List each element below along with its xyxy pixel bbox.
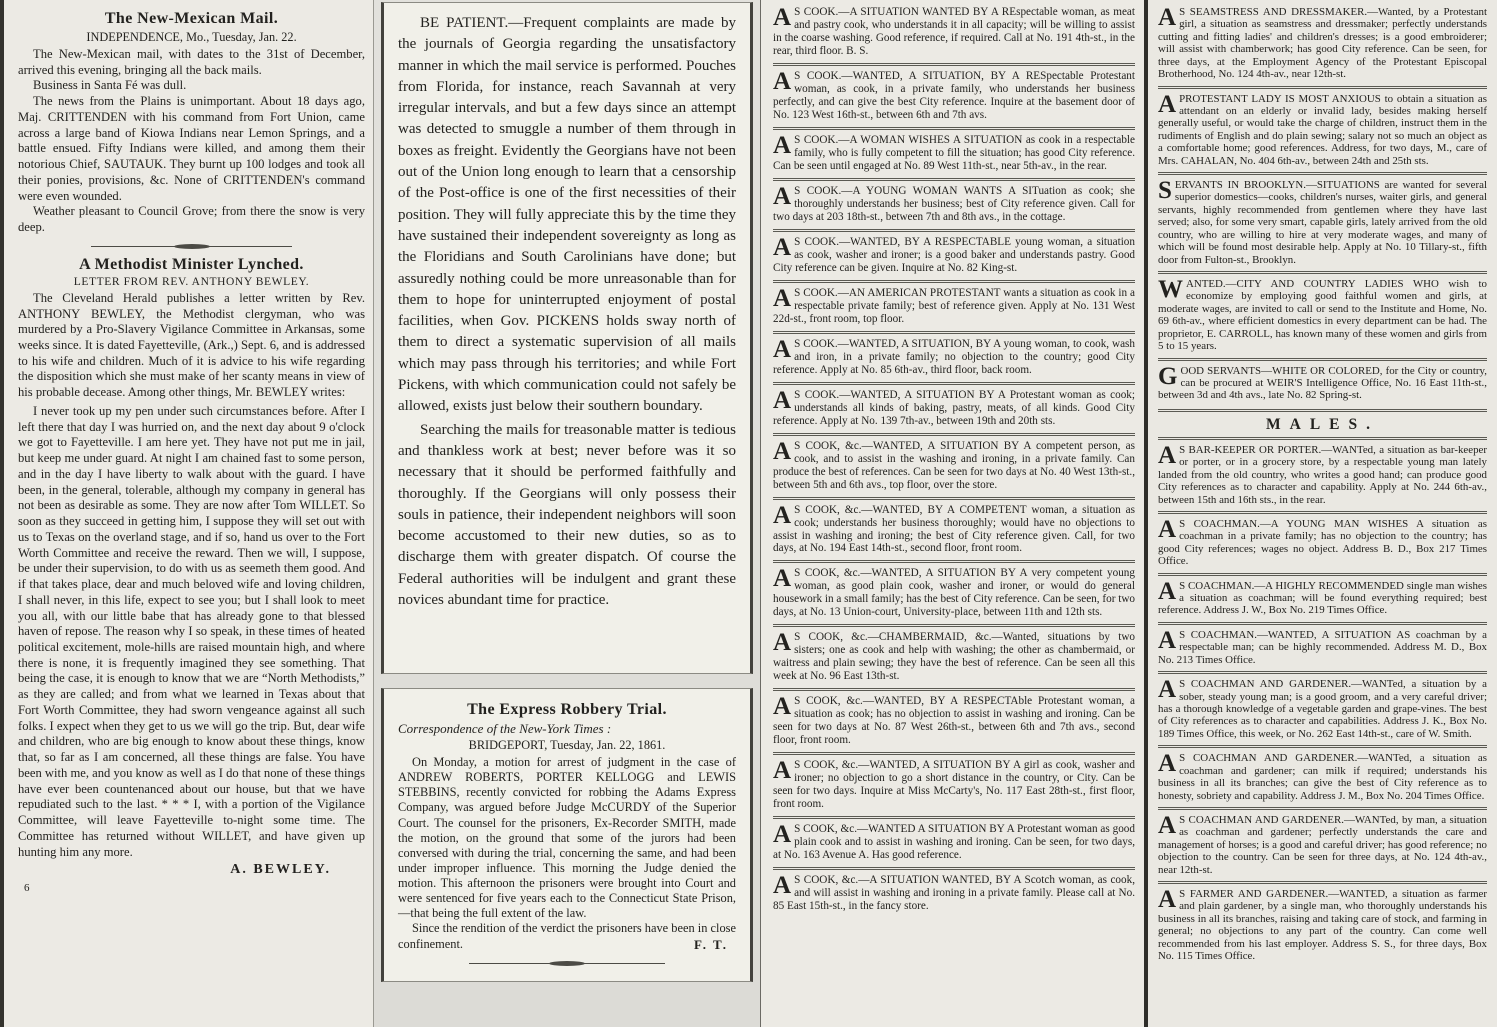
- column-3-classifieds: [760, 0, 1148, 1027]
- paragraph: Searching the mails for treasonable matter is tedious and thankless work at best; never before was it so necessary that it should be performed faithfully and thoroughly. If the Georgians will only possess their souls in patience, their independent neighbors will soon become accustomed to their new duties, so as to discharge them with greater dispatch. Of course the Federal authorities will be indulgent and grant these novices abundant time for practice.: [398, 421, 736, 609]
- classified-ad: AS COOK, &c.—WANTED, A SITUATION BY A competent person, as cook, and to assist in the washing and ironing, in a private family. Can produce the best of references. Can be seen for two days at No. 40 West 13th-st., between 5th and 6th avs., top floor, over the store.: [773, 433, 1135, 497]
- classified-ad: APROTESTANT LADY IS MOST ANXIOUS to obtain a situation as attendant on an elderly or invalid lady, besides making herself generally useful, or would take the charge of children, instruct them in the rudiments of English and do plain sewing; salary not so much an object as a comfortable home; good references. Address, for two days, M., care of Mrs. CAHALAN, No. 404 6th-av., between 24th and 25th sts.: [1158, 86, 1487, 173]
- classified-ad: AS COOK, &c.—WANTED A SITUATION BY A Protestant woman as good plain cook and to assist in washing and ironing. Can be seen, for two days, at No. 163 Avenue A. Has good reference.: [773, 816, 1135, 867]
- classified-ad: AS BAR-KEEPER OR PORTER.—WANTed, a situation as bar-keeper or porter, or in a grocery store, by a respectable young man lately landed from the old country, who writes a good hand; can produce good City references as to character and capability. Apply at No. 244 6th-av., between 15th and 16th sts., in the rear.: [1158, 441, 1487, 506]
- paragraph: On Monday, a motion for arrest of judgment in the case of ANDREW ROBERTS, PORTER KELLOGG and LEWIS STEBBINS, recently convicted for robbing the Adams Express Company, was argued before Judge McCURDY of the Superior Court. The counsel for the prisoners, Ex-Recorder SMITH, made the motion, on the ground that some of the jurors had been conversed with during the trial, concerning the same, and had been under improper influence. This morning the Judge denied the motion. This afternoon the prisoners were brought into Court and were sentenced for five years each to the Connecticut State Prison,—that being the full extent of the law.: [398, 755, 736, 921]
- signature: F. T.: [694, 936, 728, 952]
- classified-ad: AS COACHMAN AND GARDENER.—WANTed, by man, a situation as coachman and gardener; perfectly understands the care and management of horses; is a good and careful driver; has good reference; no objection to the country. Can be seen for three days, at No. 124 4th-av., near 12th-st.: [1158, 807, 1487, 881]
- paragraph: The New-Mexican mail, with dates to the 31st of December, arrived this evening, bringing all the back mails.: [18, 47, 365, 77]
- classified-ad: AS COOK.—A WOMAN WISHES A SITUATION as cook in a respectable family, who is fully competent to fill the situation; has good City reference. Can be seen until engaged at No. 89 West 11th-st., near 5th-av., in the rear.: [773, 127, 1135, 178]
- classified-ad: GOOD SERVANTS—WHITE OR COLORED, for the City or country, can be procured at WEIR'S Intelligence Office, No. 16 East 11th-st., between 3d and 4th avs., late No. 82 Spring-st.: [1158, 358, 1487, 407]
- classified-ad: AS COACHMAN AND GARDENER.—WANTed, a situation by a sober, steady young man; is a good groom, and a very careful driver; has a thorough knowledge of a vegetable garden and grape-vines. The best of City references as to character and capabilities. Address J. K., Box No. 189 Times Office, this week, or No. 262 East 14th-st., care of W. Smith.: [1158, 671, 1487, 745]
- paragraph: BE PATIENT.—Frequent complaints are made by the journals of Georgia regarding the unsatisfactory manner in which the mail service is performed. Pouches from Florida, for instance, reach Savannah at very irregular intervals, and but a few days since an attempt was detected to smuggle a number of them through in boxes as freight. Evidently the Georgians have not been out of the Union long enough to learn that a censorship of the Post-office is one of the first necessities of their position. They will fully appreciate this by the time they have sustained their independent sovereignty as long as the Floridians and South Carolinians have done; but assuredly nothing could be more unreasonable than for them to hope for uninterrupted enjoyment of postal facilities, when Gov. PICKENS holds sway north of them to direct a systematic supervision of all mails which may pass through his territories; and while Fort Pickens, with which communication could not safely be allowed, exists just below their southern boundary.: [398, 15, 736, 415]
- article-title: A Methodist Minister Lynched.: [79, 255, 304, 273]
- signature: A. BEWLEY.: [230, 862, 331, 878]
- dateline: BRIDGEPORT, Tuesday, Jan. 22, 1861.: [468, 738, 666, 752]
- classified-ad: AS COOK.—A SITUATION WANTED BY A REspectable woman, as meat and pastry cook, who understands it in all capacity; will be willing to assist in the coarse washing. Good reference, if required. Call at No. 191 4th-st., in the rear, third floor. B. S.: [773, 4, 1135, 57]
- classified-ad: AS COACHMAN.—A YOUNG MAN WISHES A situation as coachman in a private family; has no objection to the country; has good City references; wages no object. Address B. D., Box 217 Times Office.: [1158, 511, 1487, 573]
- female-ads-section: [1158, 2, 1487, 407]
- classified-ad: AS COOK, &c.—WANTED, BY A COMPETENT woman, a situation as cook; understands her business thoroughly; would have no objections to assist in washing and ironing; the best of City reference given. Call, for two days, at No. 194 East 14th-st., second floor, front room.: [773, 497, 1135, 561]
- classified-ad: AS COOK, &c.—CHAMBERMAID, &c.—Wanted, situations by two sisters; one as cook and help with washing; the other as chambermaid, or waitress and plain sewing; they have the best of reference. Can be seen all this week at No. 96 East 13th-st.: [773, 624, 1135, 688]
- male-ads-section: [1158, 440, 1487, 968]
- classified-ad: AS COOK, &c.—WANTED, A SITUATION BY A girl as cook, washer and ironer; no objection to go a short distance in the country, or City. Can be seen for two days. Inquire at Miss McCarty's, No. 117 East 28th-st., first floor, front room.: [773, 752, 1135, 816]
- article-title: The Express Robbery Trial.: [467, 701, 667, 718]
- article-new-mexican-mail: [18, 10, 365, 236]
- dateline: INDEPENDENCE, Mo., Tuesday, Jan. 22.: [86, 30, 297, 44]
- letter-text: I never took up my pen under such circumstances before. After I left there that day I was hurried on, and the next day about 9 o'clock we got to Fayetteville. I am here yet. They have not put me in jail, but keep me under guard. At night I am chained fast to some person, and in the day I have liberty to walk about with the guard. I have been, in the general, tolerable, although my company in general has not been as desirable as some. They are now after Tom WILLET. So soon as they succeed in getting him, I suppose they will set out with us to Texas on the overland stage, and if so, hand us over to the Fort Worth Committee and receive the reward. Then we will, I suppose, be under their supervision, to do with us as seemeth them good. And if that takes place, dear and much beloved wife and loving children, I shall never, in this life, expect to see you; but I shall look to meet you all, with our little babe that has already gone to that blessed haven of repose. The reason why I so speak, in these times of heated political excitement, mole-hills are raised mountain high, and where there is none, it is frequently imagined they see something. That being the case, it is enough to know that we are “North Methodists,” as they are called; and from what we learned in Texas about that Fort Worth Committee, they had sworn vengeance against all such folks. I expect when they get to us we will go the trip. But, dear wife and children, who are big enough to know about these things, know that, so far as I am concerned, all these things are false. You have been with me, and you know as well as I do that none of these things have ever been countenanced about our house, but that we have repudiated such to the last. * * * I, with a portion of the Vigilance Committee, will leave Fayetteville to-night some time. The Committee has returned without WILLET, and have given up hunting him any more.: [18, 403, 365, 859]
- classified-ad: AS COOK, &c.—WANTED, A SITUATION BY A very competent young woman, as good plain cook, washer and ironer, or would do general housework in a small family; has the best of City reference. Can be seen, for two days, at No. 13 Union-court, University-place, between 11th and 12th sts.: [773, 560, 1135, 624]
- correspondence-line: Correspondence of the New-York Times :: [398, 721, 612, 736]
- classified-ad: WANTED.—CITY AND COUNTRY LADIES WHO wish to economize by employing good faithful women and girls, at moderate wages, are invited to call or send to the Institute and Home, No. 69 6th-av., where efficient domestics in every department can be had. The proprietor, E. CARROLL, has known many of these women and girls from 5 to 15 years.: [1158, 271, 1487, 358]
- article-subtitle: LETTER FROM REV. ANTHONY BEWLEY.: [73, 275, 310, 288]
- article-be-patient: [381, 2, 753, 674]
- classified-ad: AS FARMER AND GARDENER.—WANTED, a situation as farmer and plain gardener, by a single man, who thoroughly understands his business in all its branches, raising and taking care of stock, and farming in general; no objections to any part of the country. Can come well recommended from his last employer. Address S. S., for three days, Box No. 115 Times Office.: [1158, 881, 1487, 968]
- classified-ad: AS COOK.—WANTED, A SITUATION, BY A young woman, to cook, wash and iron, in a private family; no objection to the country; good City reference. Apply at No. 85 6th-av., third floor, back room.: [773, 331, 1135, 382]
- article-title: The New-Mexican Mail.: [104, 10, 279, 27]
- classified-ad: AS COACHMAN AND GARDENER.—WANTed, a situation as coachman and gardener; can milk if required; understands his business in all its branches; can give the best of City reference as to honesty, sobriety and capability. Address J. M., Box No. 204 Times Office.: [1158, 745, 1487, 807]
- paragraph: The news from the Plains is unimportant. About 18 days ago, Maj. CRITTENDEN with his command from Fort Union, came across a large band of Kiowa Indians near Lemon Springs, and a battle ensued. Fifty Indians were killed, and among them their notorious Chief, SAUTAUK. They burnt up 100 lodges and took all their ponies, provisions, &c. None of CRITTENDEN's command were even wounded.: [18, 94, 365, 203]
- column-2: [374, 0, 760, 1027]
- classified-ad: AS COACHMAN.—WANTED, A SITUATION AS coachman by a respectable man; can be highly recommended. Address M. D., Box No. 213 Times Office.: [1158, 622, 1487, 671]
- classified-ad: AS COOK, &c.—A SITUATION WANTED, BY A Scotch woman, as cook, and will assist in washing and ironing in a private family. Please call at No. 85 East 15th-st., in the fancy store.: [773, 867, 1135, 918]
- page-number: 6: [24, 882, 30, 895]
- classified-ad: AS COOK, &c.—WANTED, BY A RESPECTAble Protestant woman, a situation as cook; has no objection to assist in washing and ironing. Can be seen for two days at No. 87 West 26th-st., between 6th and 7th avs., second floor, front room.: [773, 688, 1135, 752]
- column-1: [0, 0, 374, 1027]
- classified-ad: AS COOK.—WANTED, BY A RESPECTABLE young woman, a situation as cook, washer and ironer; is a good baker and understands pastry. Good City reference can be given. Inquire at No. 82 King-st.: [773, 229, 1135, 280]
- article-express-robbery-trial: [381, 688, 753, 982]
- divider-ornament: [469, 961, 665, 967]
- classified-ad: AS COACHMAN.—A HIGHLY RECOMMENDED single man wishes a situation as coachman; will be found everything required; best reference. Address J. W., Box No. 219 Times Office.: [1158, 573, 1487, 622]
- paragraph: Since the rendition of the verdict the prisoners have been in close confinement.: [398, 921, 736, 951]
- classified-ad: AS COOK.—WANTED, A SITUATION BY A Protestant woman as cook; understands all kinds of baking, pastry, meats, of all kinds. Good City reference. Apply at No. 139 7th-av., between 19th and 20th sts.: [773, 382, 1135, 433]
- column-4-classifieds: [1148, 0, 1497, 1027]
- classified-ad: AS COOK.—AN AMERICAN PROTESTANT wants a situation as cook in a respectable private family; best of reference given. Apply at No. 131 West 22d-st., front room, top floor.: [773, 280, 1135, 331]
- classified-ad: AS COOK.—A YOUNG WOMAN WANTS A SITuation as cook; she thoroughly understands her business; best of City reference given. Call for two days at 203 18th-st., between 7th and 8th avs., in the cottage.: [773, 178, 1135, 229]
- divider-ornament: [91, 244, 292, 250]
- classified-ad: AS SEAMSTRESS AND DRESSMAKER.—Wanted, by a Protestant girl, a situation as seamstress and dressmaker; perfectly understands cutting and fitting ladies' and children's dresses; is a good embroiderer; will assist with chamberwork; has good City reference. Can be seen, for three days, at the Employment Agency of the Protestant Episcopal Brotherhood, No. 124 4th-av., near 12th-st.: [1158, 4, 1487, 81]
- paragraph: Business in Santa Fé was dull.: [33, 78, 187, 93]
- paragraph: Weather pleasant to Council Grove; from there the snow is very deep.: [18, 204, 365, 235]
- classified-ad: AS COOK.—WANTED, A SITUATION, BY A RESpectable Protestant woman, as cook, in a private family, who understands her business perfectly, and can give the best City reference. Inquire at the basement door of No. 123 West 16th-st., between 6th and 7th avs.: [773, 63, 1135, 127]
- paragraph: The Cleveland Herald publishes a letter written by Rev. ANTHONY BEWLEY, the Methodist clergyman, who was murdered by a Pro-Slavery Vigilance Committee in Arkansas, some weeks since. It is dated Fayetteville, (Ark.,) Sept. 6, and is addressed to his wife and children. Much of it is advice to his wife regarding the disposition which she must make of her scanty means in view of his probable decease. Among other things, Mr. BEWLEY writes:: [18, 290, 365, 400]
- classified-ad: SERVANTS IN BROOKLYN.—SITUATIONS are wanted for several superior domestics—cooks, children's nurses, waiter girls, and general servants, highly recommended from gentlemen where they have last served; also, for some very smart, capable girls, lately arrived from the old country, who are willing to hire at very moderate wages, and many of which will be found most desirable help. Apply at No. 10 Tillary-st., fifth door from Fulton-st., Brooklyn.: [1158, 172, 1487, 271]
- article-methodist-minister-lynched: [18, 256, 365, 878]
- males-section-header: MALES.: [1158, 409, 1487, 440]
